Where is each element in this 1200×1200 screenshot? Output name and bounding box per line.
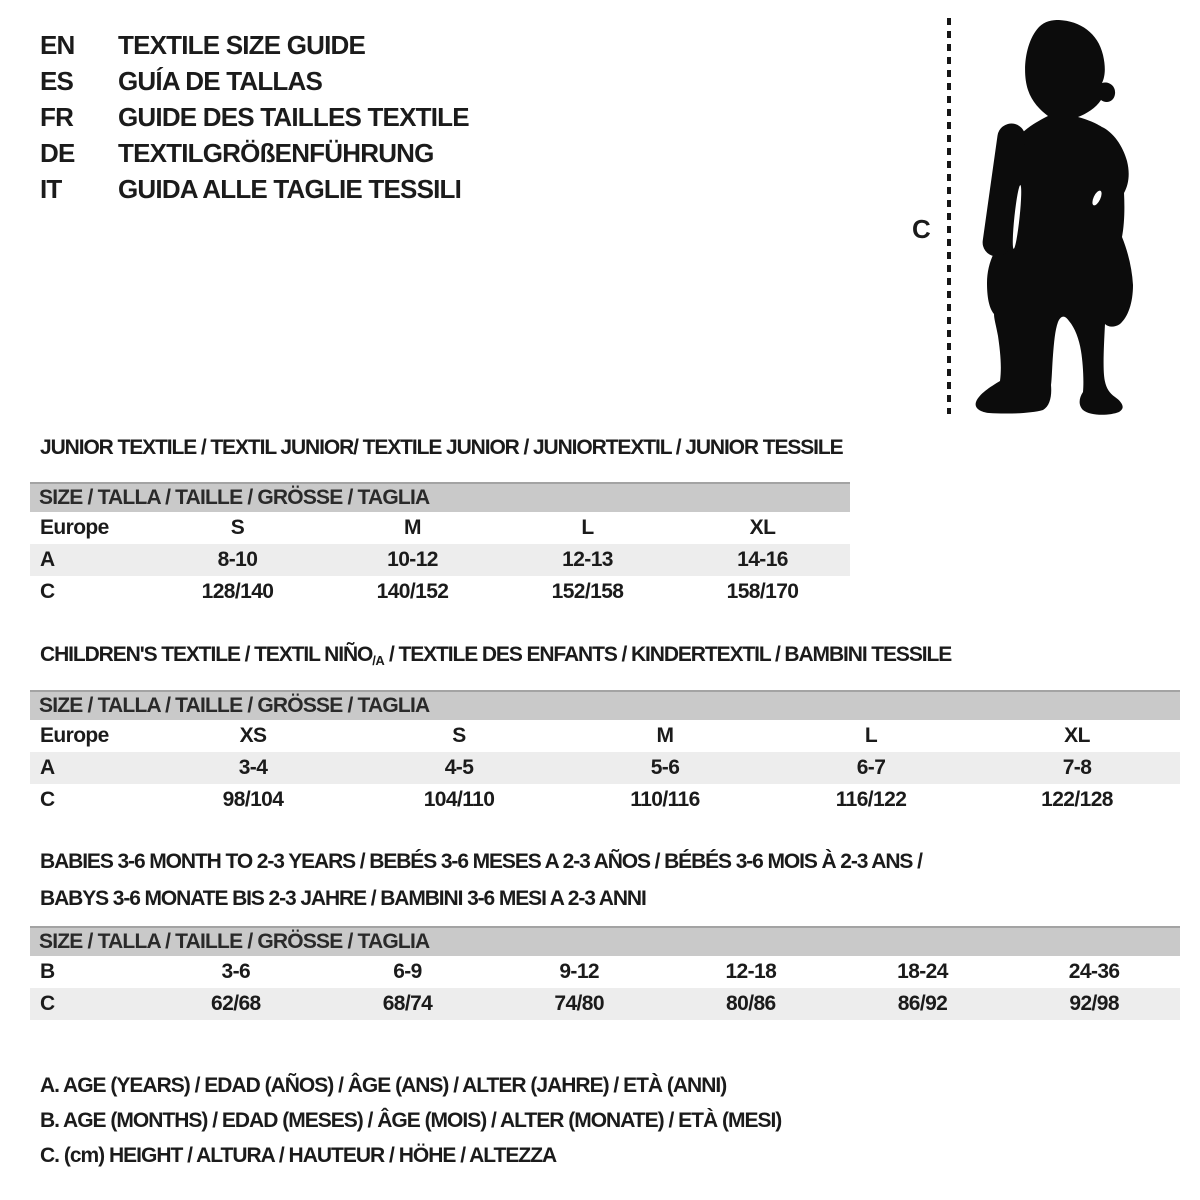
height-cell: 62/68 — [211, 992, 261, 1015]
age-cell: 12-13 — [562, 548, 613, 571]
row-label: A — [40, 548, 55, 571]
height-measure-label: C — [912, 214, 931, 244]
age-cell: 8-10 — [217, 548, 258, 571]
babies-size-table — [30, 926, 1180, 1020]
row-label: Europe — [40, 724, 109, 747]
height-cell: 122/128 — [1041, 788, 1113, 811]
table-row — [30, 784, 1180, 816]
height-cell: 152/158 — [551, 580, 624, 603]
size-cell: XL — [1064, 724, 1090, 747]
table-row — [30, 576, 850, 608]
language-header — [40, 27, 469, 207]
footnote-age-months: B. AGE (MONTHS) / EDAD (MESES) / ÂGE (MOIS) / ALTER (MONATE) / ETÀ (MESI) — [40, 1109, 782, 1132]
language-row-it — [40, 171, 469, 207]
row-label: C — [40, 788, 55, 811]
height-cell: 68/74 — [382, 992, 433, 1015]
age-cell: 5-6 — [650, 756, 680, 779]
age-cell: 9-12 — [559, 960, 599, 983]
height-cell: 116/122 — [835, 788, 907, 811]
language-label: GUIDA ALLE TAGLIE TESSILI — [118, 173, 462, 204]
language-code: DE — [40, 137, 75, 168]
height-cell: 86/92 — [897, 992, 948, 1015]
language-label: GUÍA DE TALLAS — [118, 65, 323, 96]
size-cell: M — [656, 724, 674, 747]
age-cell: 18-24 — [897, 960, 948, 983]
age-cell: 10-12 — [387, 548, 438, 571]
height-cell: 140/152 — [376, 580, 449, 603]
height-cell: 128/140 — [201, 580, 274, 603]
toddler-silhouette-icon — [966, 15, 1146, 415]
table-row — [30, 752, 1180, 784]
height-measure-dashed-line — [947, 18, 951, 414]
age-cell: 6-9 — [393, 960, 422, 983]
height-cell: 104/110 — [423, 788, 495, 811]
footnote-age-years: A. AGE (YEARS) / EDAD (AÑOS) / ÂGE (ANS) / ALTER (JAHRE) / ETÀ (ANNI) — [40, 1074, 727, 1097]
footnote-height-cm: C. (cm) HEIGHT / ALTURA / HAUTEUR / HÖHE / ALTEZZA — [40, 1144, 557, 1167]
size-cell: L — [581, 516, 594, 539]
footnotes — [40, 1068, 781, 1173]
language-code: EN — [40, 29, 75, 60]
language-row-en — [40, 27, 469, 63]
language-code: FR — [40, 101, 74, 132]
children-title-text: CHILDREN'S TEXTILE / TEXTIL NIÑO — [40, 643, 373, 666]
language-label: GUIDE DES TAILLES TEXTILE — [118, 101, 469, 132]
age-cell: 7-8 — [1062, 756, 1092, 779]
age-cell: 4-5 — [444, 756, 474, 779]
size-cell: S — [230, 516, 245, 539]
row-label: B — [40, 960, 55, 983]
size-header-bar: SIZE / TALLA / TAILLE / GRÖSSE / TAGLIA — [30, 482, 850, 512]
height-cell: 158/170 — [726, 580, 799, 603]
row-label: C — [40, 992, 55, 1015]
size-header-bar: SIZE / TALLA / TAILLE / GRÖSSE / TAGLIA — [30, 690, 1180, 720]
row-label: A — [40, 756, 55, 779]
height-cell: 92/98 — [1069, 992, 1119, 1015]
language-row-es — [40, 63, 469, 99]
babies-table-title — [40, 843, 922, 917]
language-label: TEXTILGRÖßENFÜHRUNG — [118, 137, 434, 168]
age-cell: 14-16 — [737, 548, 788, 571]
language-code: ES — [40, 65, 74, 96]
children-title-text: / TEXTILE DES ENFANTS / KINDERTEXTIL / BAMBINI TESSILE — [384, 643, 952, 666]
babies-title-line2: BABYS 3-6 MONATE BIS 2-3 JAHRE / BAMBINI 3-6 MESI A 2-3 ANNI — [40, 887, 646, 910]
age-cell: 3-4 — [238, 756, 268, 779]
children-table-title — [40, 643, 951, 667]
size-cell: XL — [749, 516, 776, 539]
size-cell: S — [452, 724, 466, 747]
age-cell: 3-6 — [221, 960, 251, 983]
size-cell: M — [404, 516, 421, 539]
table-row — [30, 544, 850, 576]
height-figure — [900, 0, 1170, 430]
age-cell: 24-36 — [1068, 960, 1120, 983]
table-row — [30, 512, 850, 544]
children-size-table — [30, 690, 1180, 816]
junior-table-title: JUNIOR TEXTILE / TEXTIL JUNIOR/ TEXTILE JUNIOR / JUNIORTEXTIL / JUNIOR TESSILE — [40, 436, 843, 459]
table-row — [30, 720, 1180, 752]
size-cell: L — [864, 724, 878, 747]
junior-size-table — [30, 482, 850, 608]
size-header-bar: SIZE / TALLA / TAILLE / GRÖSSE / TAGLIA — [30, 926, 1180, 956]
table-row — [30, 956, 1180, 988]
babies-title-line1: BABIES 3-6 MONTH TO 2-3 YEARS / BEBÉS 3-6 MESES A 2-3 AÑOS / BÉBÉS 3-6 MOIS À 2-3 ANS / — [40, 850, 922, 873]
language-row-de — [40, 135, 469, 171]
row-label: C — [40, 580, 55, 603]
height-cell: 110/116 — [630, 788, 700, 811]
height-cell: 80/86 — [726, 992, 776, 1015]
height-cell: 98/104 — [222, 788, 284, 811]
language-row-fr — [40, 99, 469, 135]
height-cell: 74/80 — [554, 992, 604, 1015]
language-label: TEXTILE SIZE GUIDE — [118, 29, 366, 60]
row-label: Europe — [40, 516, 109, 539]
age-cell: 6-7 — [856, 756, 886, 779]
table-row — [30, 988, 1180, 1020]
language-code: IT — [40, 173, 62, 204]
children-title-suffix: /A — [372, 653, 385, 668]
size-cell: XS — [239, 724, 267, 747]
age-cell: 12-18 — [725, 960, 777, 983]
